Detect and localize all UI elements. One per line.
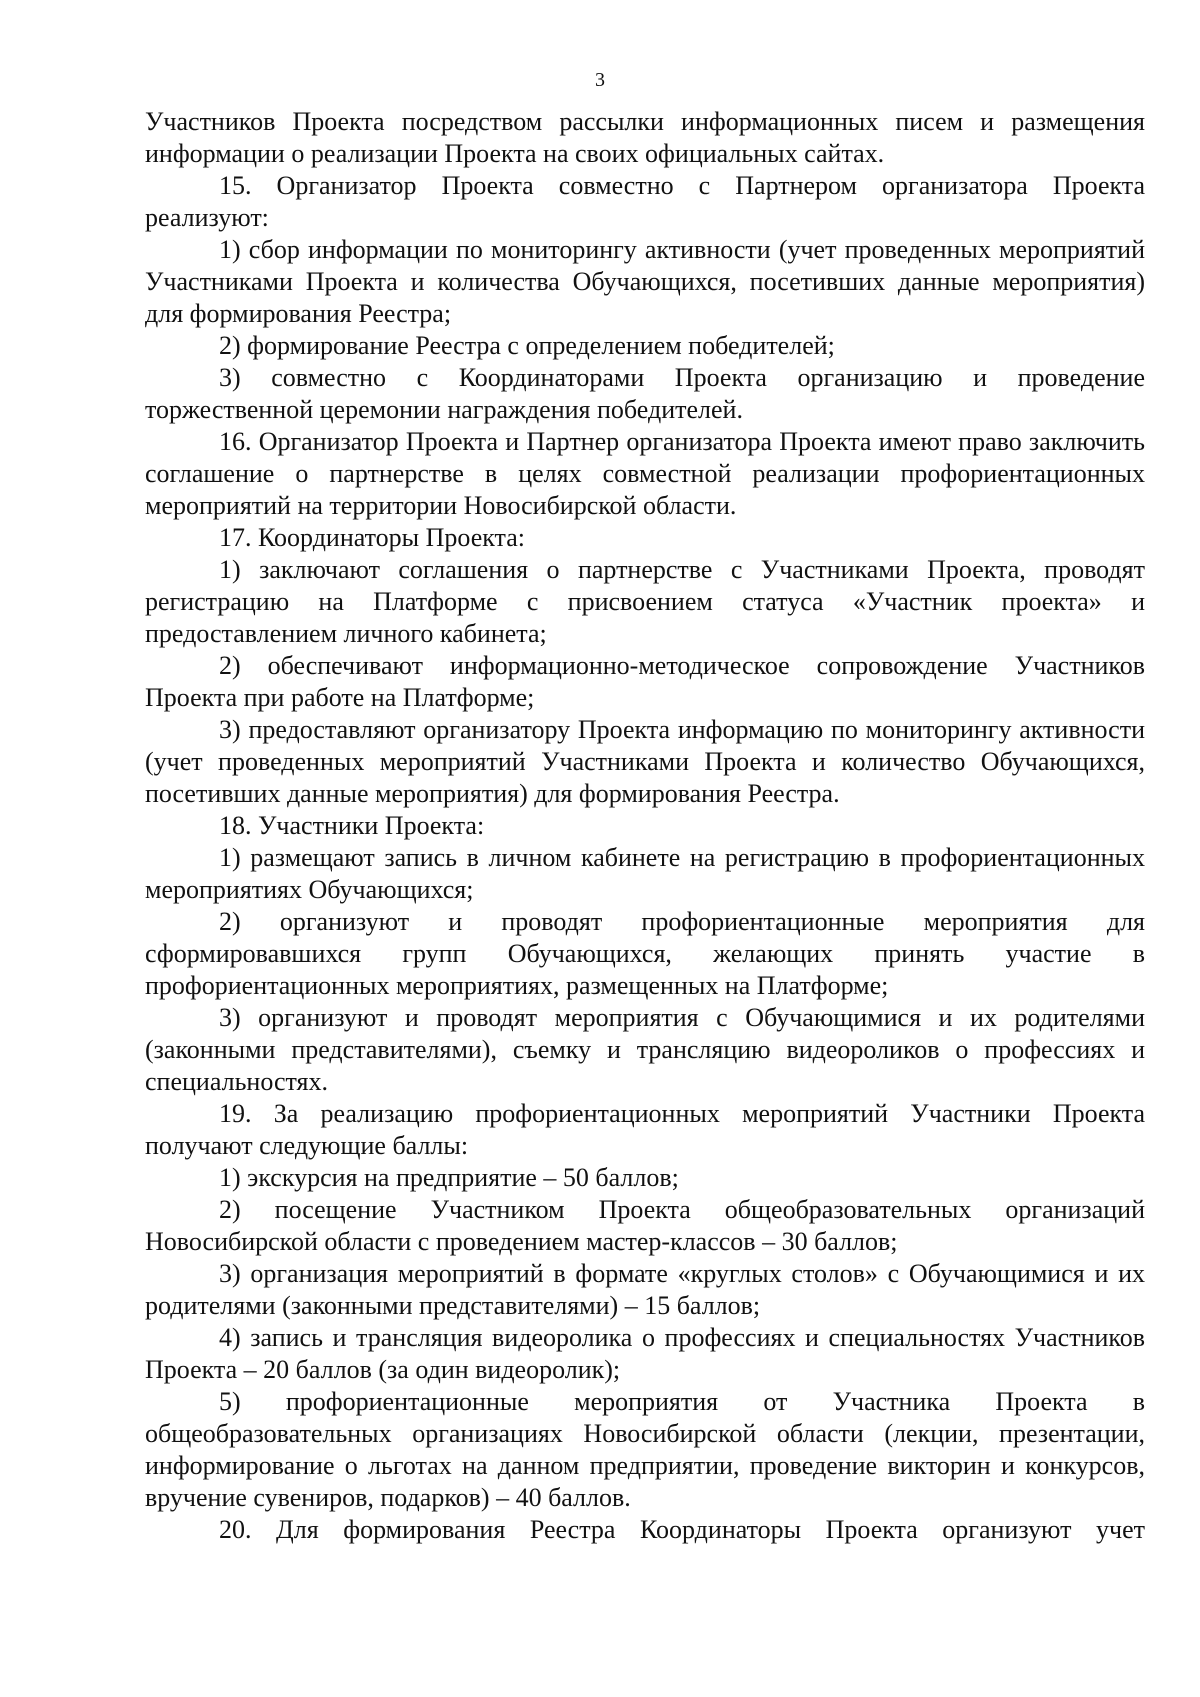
paragraph: 3) предоставляют организатору Проекта информацию по мониторингу активности (учет проведенных мероприятий Участниками Проекта и количество Обучающихся, посетивших данные мероприятия) для формирования Реестра. <box>145 715 1145 808</box>
paragraph: 2) обеспечивают информационно-методическое сопровождение Участников Проекта при работе на Платформе; <box>145 651 1145 712</box>
paragraph: 4) запись и трансляция видеоролика о профессиях и специальностях Участников Проекта – 20 баллов (за один видеоролик); <box>145 1323 1145 1384</box>
document-body <box>145 106 1145 1546</box>
paragraph: 1) размещают запись в личном кабинете на регистрацию в профориентационных мероприятиях Обучающихся; <box>145 843 1145 904</box>
paragraph: 19. За реализацию профориентационных мероприятий Участники Проекта получают следующие баллы: <box>145 1099 1145 1160</box>
paragraph: 1) заключают соглашения о партнерстве с Участниками Проекта, проводят регистрацию на Платформе с присвоением статуса «Участник проекта» и предоставлением личного кабинета; <box>145 555 1145 648</box>
paragraph: 18. Участники Проекта: <box>219 811 485 840</box>
paragraph: 2) формирование Реестра с определением победителей; <box>219 331 835 360</box>
paragraph: 15. Организатор Проекта совместно с Партнером организатора Проекта реализуют: <box>145 171 1145 232</box>
paragraph: Участников Проекта посредством рассылки информационных писем и размещения информации о реализации Проекта на своих официальных сайтах. <box>145 107 1145 168</box>
paragraph: 16. Организатор Проекта и Партнер организатора Проекта имеют право заключить соглашение о партнерстве в целях совместной реализации профориентационных мероприятий на территории Новосибирской области. <box>145 427 1145 520</box>
paragraph: 17. Координаторы Проекта: <box>219 523 525 552</box>
paragraph: 1) экскурсия на предприятие – 50 баллов; <box>219 1163 679 1192</box>
paragraph: 3) организация мероприятий в формате «круглых столов» с Обучающимися и их родителями (законными представителями) – 15 баллов; <box>145 1259 1145 1320</box>
paragraph: 20. Для формирования Реестра Координаторы Проекта организуют учет <box>219 1515 1145 1544</box>
paragraph: 1) сбор информации по мониторингу активности (учет проведенных мероприятий Участниками Проекта и количества Обучающихся, посетивших данные мероприятия) для формирования Реестра; <box>145 235 1145 328</box>
paragraph: 3) совместно с Координаторами Проекта организацию и проведение торжественной церемонии награждения победителей. <box>145 363 1145 424</box>
paragraph: 5) профориентационные мероприятия от Участника Проекта в общеобразовательных организациях Новосибирской области (лекции, презентации, информирование о льготах на данном предприятии, проведение викторин и конкурсов, вручение сувениров, подарков) – 40 баллов. <box>145 1387 1145 1512</box>
paragraph: 2) посещение Участником Проекта общеобразовательных организаций Новосибирской области с проведением мастер-классов – 30 баллов; <box>145 1195 1145 1256</box>
paragraph: 3) организуют и проводят мероприятия с Обучающимися и их родителями (законными представителями), съемку и трансляцию видеороликов о профессиях и специальностях. <box>145 1003 1145 1096</box>
page-number: 3 <box>595 69 605 91</box>
paragraph: 2) организуют и проводят профориентационные мероприятия для сформировавшихся групп Обучающихся, желающих принять участие в профориентационных мероприятиях, размещенных на Платформе; <box>145 907 1145 1000</box>
